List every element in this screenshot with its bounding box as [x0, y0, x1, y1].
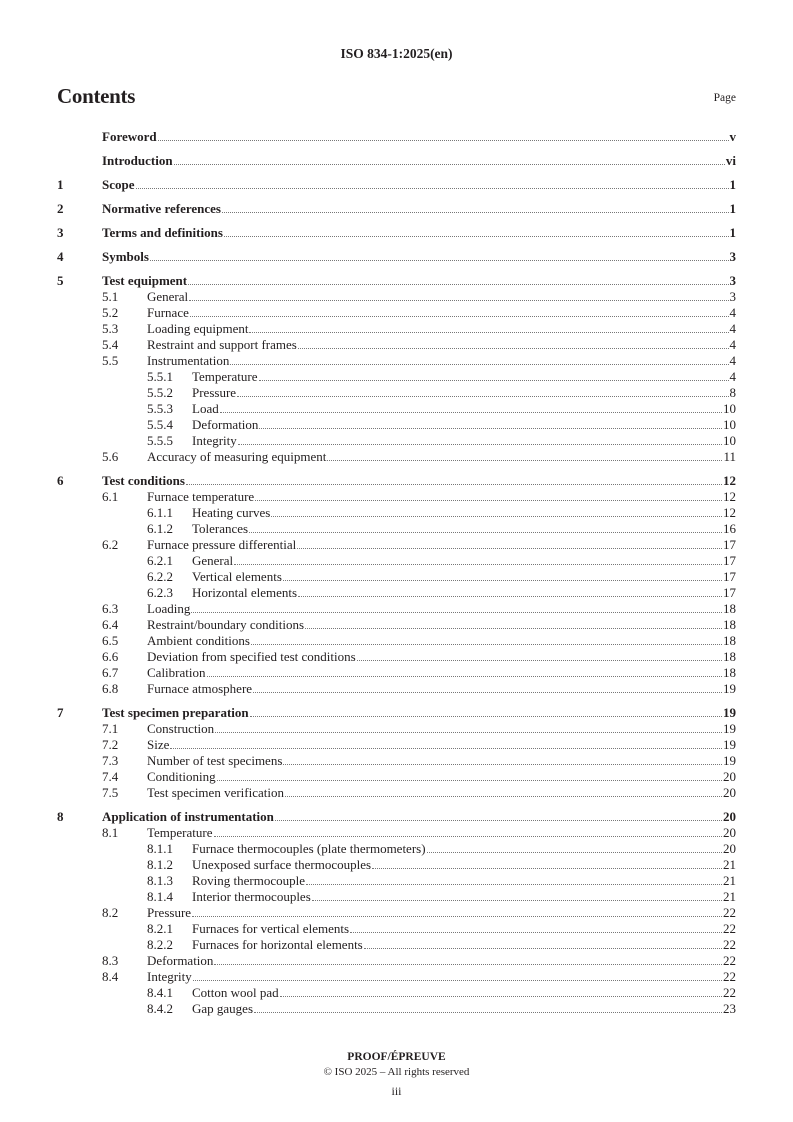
toc-entry-title: Size: [147, 737, 170, 752]
toc-entry-title: Symbols: [102, 249, 149, 264]
toc-entry-page: v: [729, 129, 736, 144]
toc-entry-number: 5.5.1: [147, 369, 173, 384]
toc-entry-number: 7.2: [102, 737, 119, 752]
toc-entry-page: 4: [729, 337, 736, 352]
toc-entry-title: Interior thermocouples: [192, 889, 311, 904]
toc-entry[interactable]: [57, 321, 736, 337]
toc-entry[interactable]: [57, 585, 736, 601]
toc-entry-page: 10: [723, 433, 736, 448]
toc-entry-number: 5.6: [102, 449, 119, 464]
toc-leader-dots: [170, 748, 722, 749]
toc-entry-page: 1: [729, 177, 736, 192]
toc-entry-number: 7.3: [102, 753, 119, 768]
toc-leader-dots: [207, 676, 723, 677]
toc-entry-page: 12: [723, 473, 736, 488]
toc-entry[interactable]: [57, 353, 736, 369]
toc-entry-title: Pressure: [192, 385, 237, 400]
toc-entry[interactable]: [57, 305, 736, 321]
toc-entry-title: Ambient conditions: [147, 633, 250, 648]
toc-entry-page: 19: [723, 705, 736, 720]
toc-leader-dots: [283, 580, 722, 581]
toc-entry-title: Test conditions: [102, 473, 185, 488]
toc-entry-number: 5.5.4: [147, 417, 173, 432]
page-number: iii: [391, 1084, 402, 1098]
toc-entry[interactable]: [57, 985, 736, 1001]
toc-entry-title: Furnaces for horizontal elements: [192, 937, 363, 952]
toc-entry[interactable]: [57, 953, 736, 969]
toc-entry-number: 8.3: [102, 953, 119, 968]
toc-entry[interactable]: [57, 153, 736, 169]
toc-entry-title: Test specimen preparation: [102, 705, 249, 720]
toc-entry-title: Introduction: [102, 153, 173, 168]
toc-leader-dots: [234, 564, 722, 565]
toc-entry-number: 6.5: [102, 633, 119, 648]
toc-leader-dots: [188, 284, 728, 285]
toc-entry-page: 17: [723, 553, 736, 568]
toc-entry-title: Roving thermocouple: [192, 873, 306, 888]
toc-entry[interactable]: [57, 521, 736, 537]
toc-entry-page: 18: [723, 665, 736, 680]
toc-leader-dots: [312, 900, 722, 901]
toc-leader-dots: [192, 916, 722, 917]
toc-entry-number: 1: [57, 177, 64, 192]
toc-entry[interactable]: [57, 433, 736, 449]
toc-entry-number: 4: [57, 249, 64, 264]
toc-entry-number: 2: [57, 201, 64, 216]
toc-entry-number: 6: [57, 473, 64, 488]
toc-entry[interactable]: [57, 825, 736, 841]
toc-entry-page: 22: [723, 985, 736, 1000]
toc-entry[interactable]: [57, 681, 736, 697]
toc-entry-number: 5.5.5: [147, 433, 173, 448]
toc-entry-title: Cotton wool pad: [192, 985, 279, 1000]
toc-entry-title: General: [147, 289, 189, 304]
toc-leader-dots: [215, 732, 722, 733]
toc-leader-dots: [298, 348, 729, 349]
toc-entry-number: 8.4: [102, 969, 119, 984]
toc-entry-title: Normative references: [102, 201, 221, 216]
toc-entry-number: 6.2.2: [147, 569, 173, 584]
toc-entry-number: 8.2.2: [147, 937, 173, 952]
toc-entry-number: 6.1.1: [147, 505, 173, 520]
toc-entry-title: Furnaces for vertical elements: [192, 921, 350, 936]
toc-entry-number: 8.1.1: [147, 841, 173, 856]
toc-entry-page: 8: [729, 385, 736, 400]
toc-entry-title: Restraint/boundary conditions: [147, 617, 305, 632]
toc-entry-number: 6.6: [102, 649, 119, 664]
table-of-contents: [57, 129, 736, 1017]
toc-entry-title: Deviation from specified test conditions: [147, 649, 356, 664]
toc-entry-page: 10: [723, 417, 736, 432]
toc-leader-dots: [136, 188, 729, 189]
toc-entry[interactable]: [57, 665, 736, 681]
toc-entry[interactable]: [57, 337, 736, 353]
toc-leader-dots: [186, 484, 722, 485]
toc-leader-dots: [230, 364, 728, 365]
toc-entry-title: Heating curves: [192, 505, 271, 520]
toc-leader-dots: [275, 820, 722, 821]
toc-entry-title: Restraint and support frames: [147, 337, 297, 352]
toc-leader-dots: [306, 884, 722, 885]
toc-entry-title: General: [192, 553, 234, 568]
toc-entry-page: 17: [723, 569, 736, 584]
page-column-label: Page: [713, 92, 736, 104]
toc-entry[interactable]: [57, 177, 736, 193]
toc-entry[interactable]: [57, 249, 736, 265]
toc-entry-page: 20: [723, 809, 736, 824]
toc-leader-dots: [271, 516, 722, 517]
toc-leader-dots: [298, 596, 722, 597]
toc-entry-page: 1: [729, 225, 736, 240]
toc-entry-number: 6.2.1: [147, 553, 173, 568]
toc-entry-number: 6.1.2: [147, 521, 173, 536]
toc-entry-title: Furnace temperature: [147, 489, 255, 504]
toc-entry[interactable]: [57, 769, 736, 785]
toc-entry-number: 3: [57, 225, 64, 240]
toc-entry[interactable]: [57, 553, 736, 569]
toc-entry-title: Loading: [147, 601, 191, 616]
toc-entry[interactable]: [57, 1001, 736, 1017]
toc-entry-title: Accuracy of measuring equipment: [147, 449, 327, 464]
toc-entry-title: Temperature: [192, 369, 258, 384]
toc-entry-title: Deformation: [147, 953, 214, 968]
toc-leader-dots: [283, 764, 722, 765]
toc-entry[interactable]: [57, 537, 736, 553]
toc-entry[interactable]: [57, 753, 736, 769]
toc-entry-page: 21: [723, 889, 736, 904]
toc-entry[interactable]: [57, 649, 736, 665]
toc-entry[interactable]: [57, 905, 736, 921]
toc-leader-dots: [193, 980, 722, 981]
toc-entry-page: vi: [725, 153, 736, 168]
toc-entry[interactable]: [57, 473, 736, 489]
toc-entry-title: Furnace thermocouples (plate thermometers): [192, 841, 426, 856]
toc-entry-title: Furnace pressure differential: [147, 537, 297, 552]
toc-entry-page: 18: [723, 633, 736, 648]
toc-entry-page: 4: [729, 305, 736, 320]
toc-leader-dots: [150, 260, 729, 261]
toc-entry-page: 12: [723, 489, 736, 504]
toc-entry[interactable]: [57, 617, 736, 633]
toc-entry-page: 20: [723, 769, 736, 784]
toc-entry-title: Furnace: [147, 305, 189, 320]
toc-entry-number: 7.1: [102, 721, 119, 736]
toc-entry[interactable]: [57, 273, 736, 289]
toc-leader-dots: [237, 396, 728, 397]
toc-leader-dots: [297, 548, 722, 549]
toc-entry[interactable]: [57, 489, 736, 505]
toc-entry-page: 11: [723, 449, 736, 464]
toc-entry-page: 19: [723, 737, 736, 752]
toc-leader-dots: [214, 836, 723, 837]
toc-entry-page: 22: [723, 921, 736, 936]
toc-entry-number: 5.3: [102, 321, 119, 336]
toc-entry[interactable]: [57, 969, 736, 985]
toc-entry-number: 6.4: [102, 617, 119, 632]
toc-leader-dots: [372, 868, 722, 869]
toc-entry-page: 19: [723, 681, 736, 696]
toc-entry[interactable]: [57, 921, 736, 937]
toc-entry-number: 8.2: [102, 905, 119, 920]
toc-entry[interactable]: [57, 601, 736, 617]
toc-entry-number: 5.1: [102, 289, 119, 304]
toc-entry-page: 22: [723, 937, 736, 952]
toc-entry-number: 6.8: [102, 681, 119, 696]
document-id-header: ISO 834-1:2025(en): [340, 46, 453, 61]
toc-entry-page: 17: [723, 585, 736, 600]
toc-entry-page: 18: [723, 617, 736, 632]
toc-entry-title: Deformation: [192, 417, 259, 432]
page-title: Contents: [57, 84, 136, 108]
toc-entry-number: 7.5: [102, 785, 119, 800]
toc-entry-title: Instrumentation: [147, 353, 230, 368]
toc-entry[interactable]: [57, 937, 736, 953]
toc-entry-number: 8.4.2: [147, 1001, 173, 1016]
toc-leader-dots: [222, 212, 729, 213]
toc-entry-title: Conditioning: [147, 769, 216, 784]
toc-entry-title: Foreword: [102, 129, 157, 144]
toc-leader-dots: [249, 532, 722, 533]
toc-entry-title: Test equipment: [102, 273, 188, 288]
toc-entry-page: 23: [723, 1001, 736, 1016]
toc-leader-dots: [285, 796, 722, 797]
toc-leader-dots: [190, 316, 729, 317]
toc-entry-page: 21: [723, 857, 736, 872]
toc-entry-page: 17: [723, 537, 736, 552]
toc-entry-page: 18: [723, 649, 736, 664]
toc-entry-title: Scope: [102, 177, 135, 192]
toc-entry-title: Vertical elements: [192, 569, 282, 584]
toc-entry[interactable]: [57, 201, 736, 217]
toc-leader-dots: [238, 444, 722, 445]
toc-entry-title: Gap gauges: [192, 1001, 254, 1016]
toc-entry[interactable]: [57, 401, 736, 417]
toc-entry-number: 8.2.1: [147, 921, 173, 936]
toc-entry-number: 5: [57, 273, 64, 288]
toc-leader-dots: [350, 932, 722, 933]
toc-entry[interactable]: [57, 857, 736, 873]
toc-leader-dots: [189, 300, 728, 301]
toc-entry-number: 5.2: [102, 305, 119, 320]
toc-entry-number: 8.1.3: [147, 873, 173, 888]
toc-entry-page: 21: [723, 873, 736, 888]
toc-entry[interactable]: [57, 385, 736, 401]
toc-leader-dots: [427, 852, 722, 853]
toc-leader-dots: [327, 460, 722, 461]
toc-leader-dots: [305, 628, 722, 629]
toc-entry-title: Tolerances: [192, 521, 249, 536]
toc-entry-number: 6.2: [102, 537, 119, 552]
toc-entry-number: 8: [57, 809, 64, 824]
toc-entry-number: 6.3: [102, 601, 119, 616]
toc-entry[interactable]: [57, 705, 736, 721]
toc-entry-title: Integrity: [147, 969, 192, 984]
toc-entry-page: 4: [729, 321, 736, 336]
toc-entry-title: Horizontal elements: [192, 585, 298, 600]
toc-entry[interactable]: [57, 225, 736, 241]
toc-entry-number: 5.4: [102, 337, 119, 352]
toc-leader-dots: [191, 612, 722, 613]
toc-leader-dots: [214, 964, 722, 965]
toc-entry-number: 8.1.2: [147, 857, 173, 872]
toc-entry-title: Number of test specimens: [147, 753, 283, 768]
toc-leader-dots: [357, 660, 722, 661]
toc-entry-page: 4: [729, 353, 736, 368]
toc-entry-page: 18: [723, 601, 736, 616]
toc-leader-dots: [259, 428, 722, 429]
toc-entry-number: 5.5.2: [147, 385, 173, 400]
toc-entry-page: 3: [729, 289, 736, 304]
toc-entry-number: 8.4.1: [147, 985, 173, 1000]
toc-entry-page: 20: [723, 841, 736, 856]
toc-entry-title: Calibration: [147, 665, 206, 680]
toc-entry-number: 6.2.3: [147, 585, 173, 600]
toc-entry-title: Test specimen verification: [147, 785, 284, 800]
toc-entry[interactable]: [57, 737, 736, 753]
copyright-notice: © ISO 2025 – All rights reserved: [323, 1066, 470, 1078]
toc-entry[interactable]: [57, 785, 736, 801]
toc-entry[interactable]: [57, 809, 736, 825]
toc-entry-page: 10: [723, 401, 736, 416]
proof-label: PROOF/ÉPREUVE: [347, 1051, 446, 1063]
toc-entry-title: Pressure: [147, 905, 192, 920]
toc-entry-page: 22: [723, 905, 736, 920]
toc-entry-page: 3: [729, 249, 736, 264]
toc-leader-dots: [259, 380, 729, 381]
toc-entry[interactable]: [57, 633, 736, 649]
toc-leader-dots: [217, 780, 722, 781]
toc-entry-title: Unexposed surface thermocouples: [192, 857, 372, 872]
toc-entry-number: 8.1.4: [147, 889, 173, 904]
toc-entry-page: 1: [729, 201, 736, 216]
toc-entry[interactable]: [57, 505, 736, 521]
toc-entry-page: 20: [723, 785, 736, 800]
toc-entry-number: 5.5: [102, 353, 119, 368]
toc-leader-dots: [249, 332, 728, 333]
toc-entry-page: 22: [723, 953, 736, 968]
toc-entry-page: 20: [723, 825, 736, 840]
toc-entry-page: 19: [723, 721, 736, 736]
toc-leader-dots: [224, 236, 729, 237]
toc-entry[interactable]: [57, 873, 736, 889]
toc-entry-page: 16: [723, 521, 736, 536]
toc-entry[interactable]: [57, 449, 736, 465]
toc-entry-page: 22: [723, 969, 736, 984]
toc-leader-dots: [250, 716, 722, 717]
toc-leader-dots: [253, 692, 722, 693]
toc-leader-dots: [364, 948, 722, 949]
toc-entry-page: 3: [729, 273, 736, 288]
toc-entry-title: Temperature: [147, 825, 213, 840]
toc-entry[interactable]: [57, 417, 736, 433]
toc-leader-dots: [220, 412, 722, 413]
toc-entry-title: Construction: [147, 721, 215, 736]
toc-entry[interactable]: [57, 129, 736, 145]
toc-entry-title: Terms and definitions: [102, 225, 223, 240]
toc-entry-title: Application of instrumentation: [102, 809, 274, 824]
toc-entry-title: Loading equipment: [147, 321, 249, 336]
toc-entry-page: 19: [723, 753, 736, 768]
toc-leader-dots: [174, 164, 725, 165]
toc-entry-number: 7.4: [102, 769, 119, 784]
toc-entry-page: 4: [729, 369, 736, 384]
toc-entry-number: 6.1: [102, 489, 119, 504]
toc-leader-dots: [254, 1012, 722, 1013]
toc-entry[interactable]: [57, 289, 736, 305]
toc-leader-dots: [255, 500, 722, 501]
toc-leader-dots: [280, 996, 722, 997]
toc-leader-dots: [158, 140, 729, 141]
toc-entry[interactable]: [57, 369, 736, 385]
toc-entry[interactable]: [57, 889, 736, 905]
toc-entry-page: 12: [723, 505, 736, 520]
toc-entry[interactable]: [57, 569, 736, 585]
toc-leader-dots: [251, 644, 722, 645]
toc-entry-title: Integrity: [192, 433, 237, 448]
toc-entry-number: 8.1: [102, 825, 119, 840]
toc-entry[interactable]: [57, 721, 736, 737]
toc-entry-title: Furnace atmosphere: [147, 681, 253, 696]
toc-entry-number: 7: [57, 705, 64, 720]
toc-entry[interactable]: [57, 841, 736, 857]
toc-entry-title: Load: [192, 401, 219, 416]
toc-entry-number: 6.7: [102, 665, 119, 680]
toc-entry-number: 5.5.3: [147, 401, 173, 416]
